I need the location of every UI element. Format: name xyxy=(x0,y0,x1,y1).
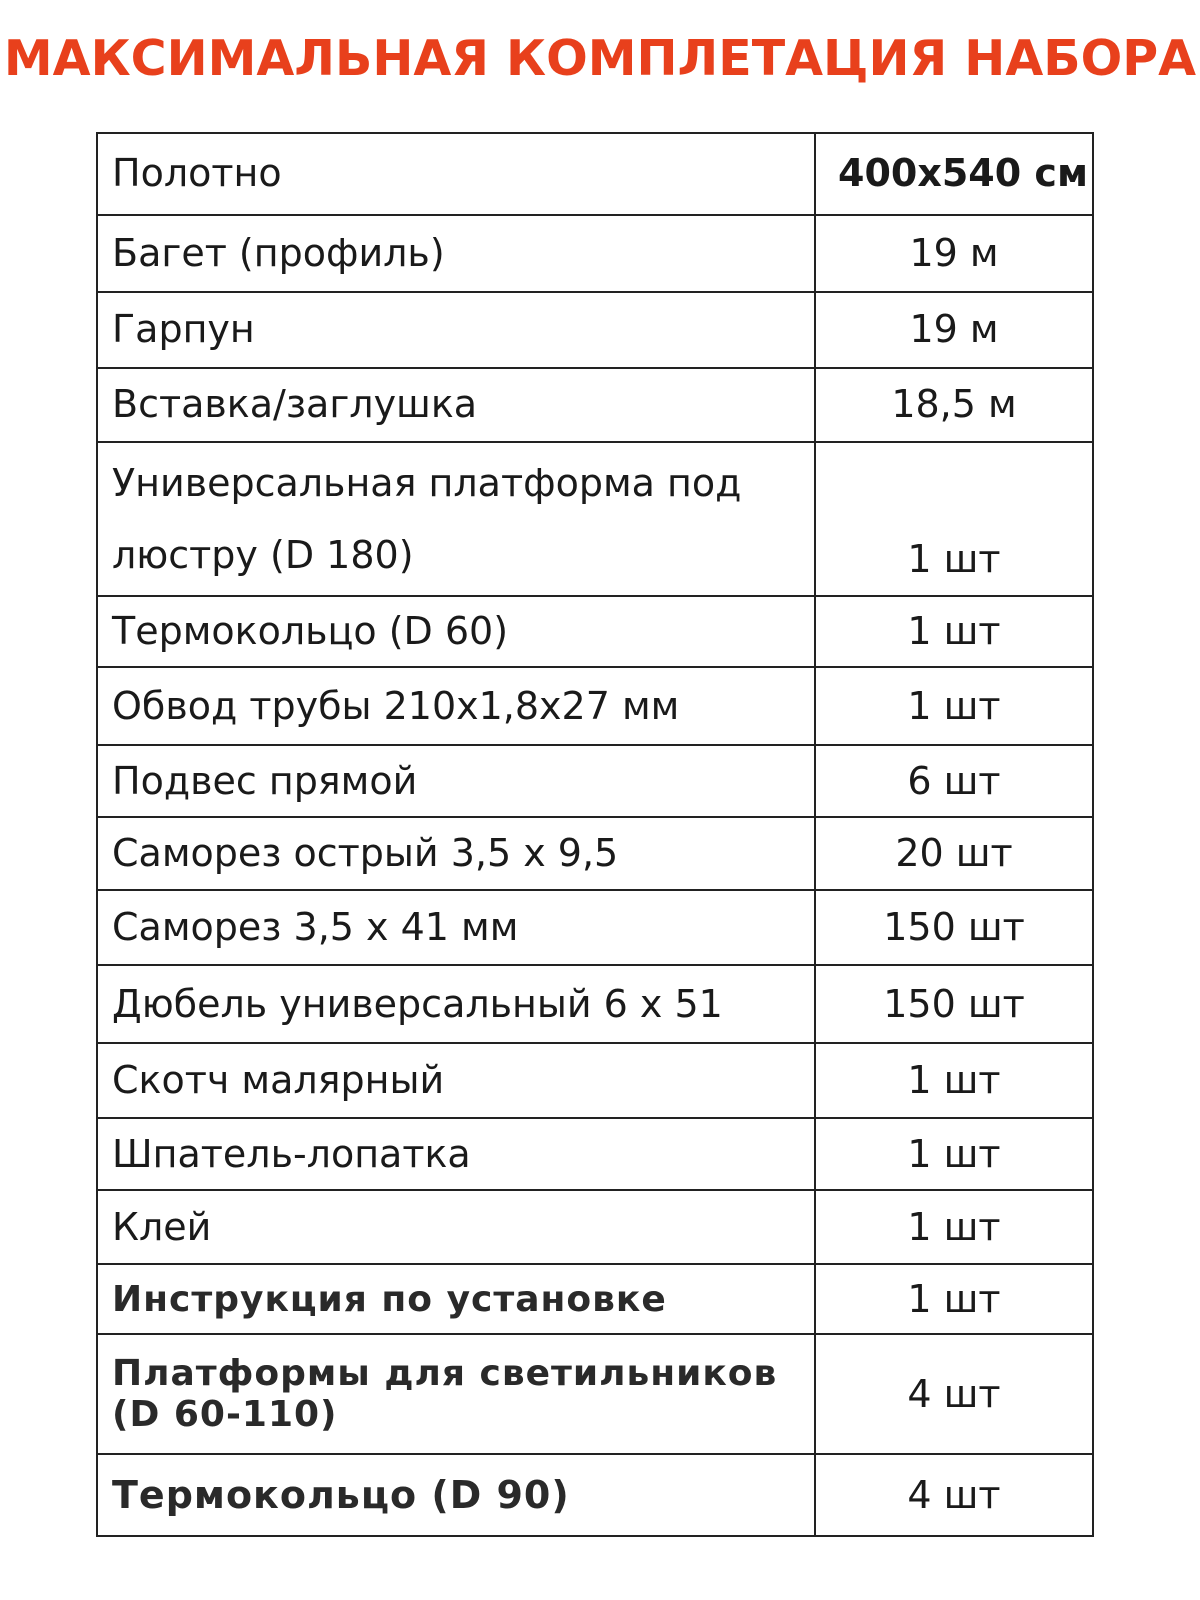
table-row xyxy=(97,1454,1093,1536)
item-quantity: 1 шт xyxy=(815,442,1093,596)
item-quantity: 20 шт xyxy=(815,817,1093,890)
item-name: Вставка/заглушка xyxy=(97,368,815,442)
table-row xyxy=(97,368,1093,442)
item-quantity: 1 шт xyxy=(815,1264,1093,1334)
item-quantity: 400х540 см xyxy=(815,133,1093,215)
item-name: Инструкция по установке xyxy=(97,1264,815,1334)
table-row xyxy=(97,442,1093,596)
table-row xyxy=(97,596,1093,667)
table-row xyxy=(97,890,1093,965)
item-quantity: 1 шт xyxy=(815,596,1093,667)
item-name: Клей xyxy=(97,1190,815,1264)
table-row xyxy=(97,133,1093,215)
table-row xyxy=(97,292,1093,368)
item-name: Саморез 3,5 х 41 мм xyxy=(97,890,815,965)
table-row xyxy=(97,1334,1093,1454)
item-quantity: 150 шт xyxy=(815,965,1093,1043)
item-name: Саморез острый 3,5 х 9,5 xyxy=(97,817,815,890)
item-name: Скотч малярный xyxy=(97,1043,815,1118)
item-name: Термокольцо (D 60) xyxy=(97,596,815,667)
kit-contents-table xyxy=(96,132,1094,1537)
item-name: Платформы для светильников (D 60-110) xyxy=(97,1334,815,1454)
table-row xyxy=(97,1190,1093,1264)
item-quantity: 150 шт xyxy=(815,890,1093,965)
item-name: Подвес прямой xyxy=(97,745,815,817)
table-row xyxy=(97,215,1093,292)
table-row xyxy=(97,667,1093,745)
item-quantity: 4 шт xyxy=(815,1454,1093,1536)
item-quantity: 1 шт xyxy=(815,1190,1093,1264)
item-quantity: 1 шт xyxy=(815,1043,1093,1118)
item-quantity: 19 м xyxy=(815,215,1093,292)
item-name: Багет (профиль) xyxy=(97,215,815,292)
item-quantity: 6 шт xyxy=(815,745,1093,817)
item-name: Термокольцо (D 90) xyxy=(97,1454,815,1536)
table-row xyxy=(97,965,1093,1043)
item-quantity: 18,5 м xyxy=(815,368,1093,442)
table-row xyxy=(97,817,1093,890)
item-name: Универсальная платформа под люстру (D 180) xyxy=(97,442,815,596)
table-row xyxy=(97,1118,1093,1190)
item-name: Шпатель-лопатка xyxy=(97,1118,815,1190)
table-row xyxy=(97,745,1093,817)
table-row xyxy=(97,1043,1093,1118)
item-quantity: 1 шт xyxy=(815,667,1093,745)
item-name: Обвод трубы 210х1,8х27 мм xyxy=(97,667,815,745)
item-name: Полотно xyxy=(97,133,815,215)
item-name: Дюбель универсальный 6 х 51 xyxy=(97,965,815,1043)
item-quantity: 1 шт xyxy=(815,1118,1093,1190)
page-title: МАКСИМАЛЬНАЯ КОМПЛЕТАЦИЯ НАБОРА xyxy=(3,30,1197,87)
item-name: Гарпун xyxy=(97,292,815,368)
item-quantity: 19 м xyxy=(815,292,1093,368)
table-row xyxy=(97,1264,1093,1334)
item-quantity: 4 шт xyxy=(815,1334,1093,1454)
